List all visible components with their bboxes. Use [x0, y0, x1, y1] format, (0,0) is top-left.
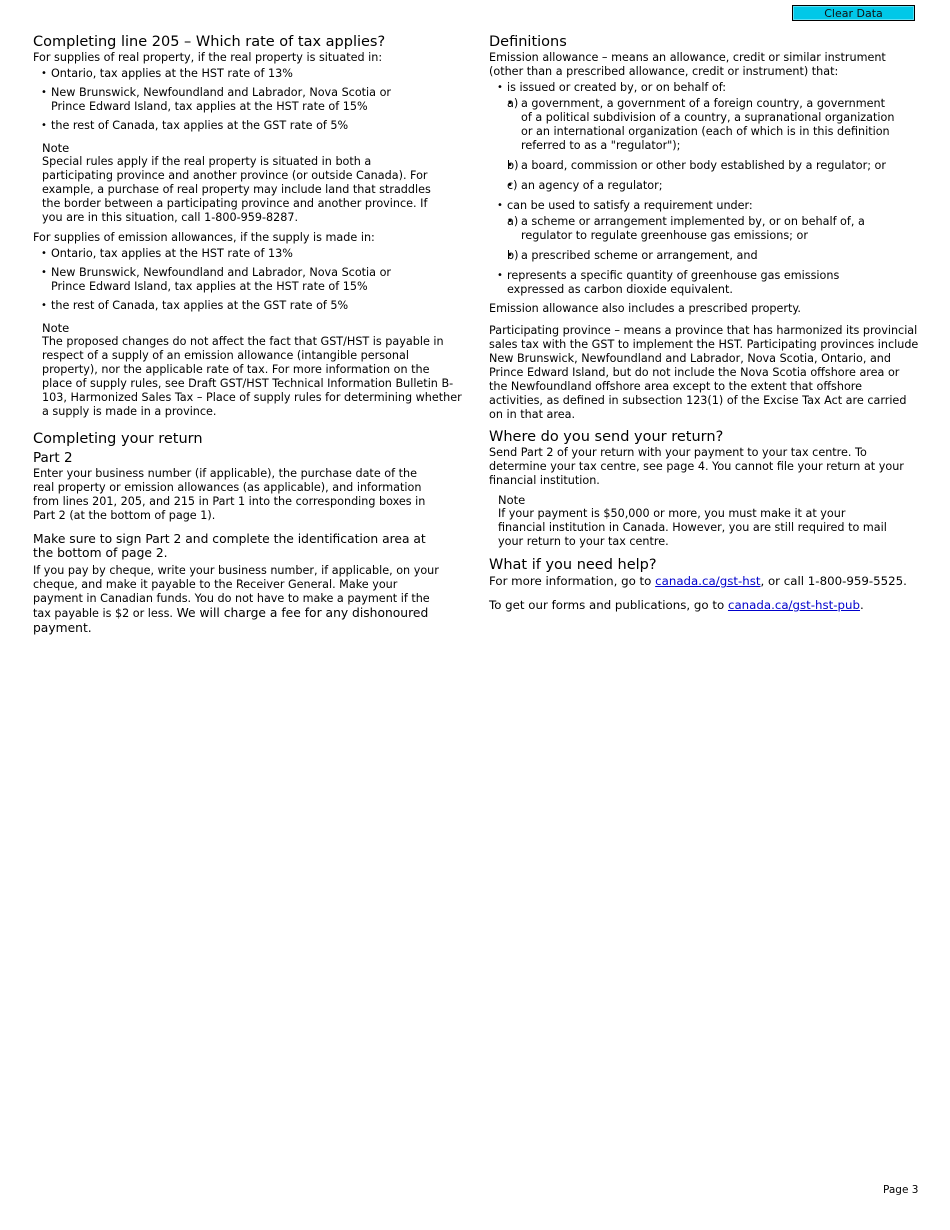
payment-text: If you pay by cheque, write your business number, if applicable, on your cheque, and make it payable to the Receiver General. Make your payment in Canadian funds. You do not have to make a payment if the tax payable is $2 or less.: [33, 564, 439, 620]
sub-text: a board, commission or other body established by a regulator; or: [521, 159, 886, 172]
send-instructions: Send Part 2 of your return with your payment to your tax centre. To determine your tax centre, see page 4. You cannot file your return at your financial institution.: [489, 446, 904, 487]
emission-list: [41, 247, 463, 313]
note-payment: [498, 493, 919, 549]
heading-line-205: Completing line 205 – Which rate of tax applies?: [33, 34, 386, 50]
left-column: [33, 33, 463, 636]
sign-instructions: Make sure to sign Part 2 and complete the identification area at the bottom of page 2.: [33, 532, 426, 560]
heading-part-2: Part 2: [33, 450, 73, 466]
sub-text: a scheme or arrangement implemented by, or on behalf of, a regulator to regulate greenhouse gas emissions; or: [521, 215, 865, 242]
help-text: To get our forms and publications, go to: [489, 598, 728, 612]
bullet-text: can be used to satisfy a requirement under:: [507, 199, 753, 212]
heading-need-help: What if you need help?: [489, 557, 657, 573]
list-item: • the rest of Canada, tax applies at the GST rate of 5%: [41, 119, 463, 133]
list-item: • the rest of Canada, tax applies at the GST rate of 5%: [41, 299, 463, 313]
note-label: Note: [42, 321, 70, 335]
list-item: • represents a specific quantity of greenhouse gas emissions expressed as carbon dioxide equivalent.: [497, 269, 919, 297]
emission-allowance-tail: Emission allowance also includes a prescribed property.: [489, 302, 801, 315]
bullet-text: is issued or created by, or on behalf of:: [507, 81, 727, 94]
gst-hst-pub-link[interactable]: canada.ca/gst-hst-pub: [727, 598, 861, 612]
list-item: [497, 199, 919, 263]
emission-allowance-definition: Emission allowance – means an allowance, credit or similar instrument (other than a prescribed allowance, credit or instrument) that:: [489, 51, 886, 78]
heading-where-send: Where do you send your return?: [489, 429, 724, 445]
heading-completing-return: Completing your return: [33, 431, 203, 447]
sub-item: [507, 179, 919, 193]
definition-bullets: [497, 81, 919, 297]
list-item: • Ontario, tax applies at the HST rate of 13%: [41, 67, 463, 81]
sub-text: an agency of a regulator;: [521, 179, 663, 192]
sub-item: [507, 159, 919, 173]
note-text: Special rules apply if the real property is situated in both a participating province and another province (or outside Canada). For example, a purchase of real property may include land that straddles the border between a participating province and another province. If you are in this situation, call 1-800-959-8287.: [42, 155, 431, 224]
list-item: [497, 81, 919, 193]
sub-text: a prescribed scheme or arrangement, and: [521, 249, 758, 262]
help-text: .: [860, 598, 864, 612]
emission-intro: For supplies of emission allowances, if the supply is made in:: [33, 231, 375, 244]
note-text: If your payment is $50,000 or more, you must make it at your financial institution in Canada. However, you are still required to mail your return to your tax centre.: [498, 507, 887, 548]
sub-marker: • c): [507, 179, 518, 192]
note-special-rules: [42, 141, 463, 225]
sub-marker: • a): [507, 97, 519, 110]
page-number: Page 3: [883, 1184, 919, 1196]
dishonoured-fee-text: We will charge a fee for any dishonoured payment.: [33, 606, 429, 635]
heading-definitions: Definitions: [489, 34, 567, 50]
help-text: , or call 1-800-959-5525.: [760, 574, 907, 588]
note-proposed-changes: [42, 321, 463, 419]
payment-instructions: [33, 564, 463, 636]
sub-item: [507, 249, 919, 263]
sub-text: a government, a government of a foreign country, a government of a political subdivision of a country, a supranational organization or an international organization (each of which is in this definition referred to as a "regulator");: [521, 97, 895, 152]
help-info: [489, 574, 919, 588]
sub-marker: • b): [507, 159, 519, 172]
note-text: The proposed changes do not affect the fact that GST/HST is payable in respect of a supply of an emission allowance (intangible personal property), nor the applicable rate of tax. For more information on the place of supply rules, see Draft GST/HST Technical Information Bulletin B-103, Harmonized Sales Tax – Place of supply rules for determining whether a supply is made in a province.: [42, 335, 462, 418]
list-item: • Ontario, tax applies at the HST rate of 13%: [41, 247, 463, 261]
real-property-list: [41, 67, 463, 133]
list-item: • New Brunswick, Newfoundland and Labrador, Nova Scotia or Prince Edward Island, tax applies at the HST rate of 15%: [41, 266, 463, 294]
list-item: • New Brunswick, Newfoundland and Labrador, Nova Scotia or Prince Edward Island, tax applies at the HST rate of 15%: [41, 86, 463, 114]
participating-province-definition: Participating province – means a province that has harmonized its provincial sales tax with the GST to implement the HST. Participating provinces include New Brunswick, Newfoundland and Labrador, Nova Scotia, Ontario, and Prince Edward Island, but do not include the Nova Scotia offshore area or the Newfoundland offshore area except to the extent that offshore activities, as defined in subsection 123(1) of the Excise Tax Act are carried on in that area.: [489, 324, 919, 421]
part2-instructions: Enter your business number (if applicable), the purchase date of the real property or emission allowances (as applicable), and information from lines 201, 205, and 215 in Part 1 into the corresponding boxes in Part 2 (at the bottom of page 1).: [33, 467, 426, 522]
note-label: Note: [498, 493, 526, 507]
note-label: Note: [42, 141, 70, 155]
sub-list: [507, 215, 919, 263]
sub-list: [507, 97, 919, 193]
sub-item: [507, 97, 919, 153]
real-property-intro: For supplies of real property, if the real property is situated in:: [33, 51, 383, 64]
gst-hst-link[interactable]: canada.ca/gst-hst: [655, 574, 761, 588]
sub-marker: • b): [507, 249, 519, 262]
sub-marker: • a): [507, 215, 519, 228]
right-column: [489, 33, 919, 612]
sub-item: [507, 215, 919, 243]
clear-data-button[interactable]: Clear Data: [792, 5, 915, 21]
forms-info: [489, 598, 919, 612]
help-text: For more information, go to: [489, 574, 656, 588]
